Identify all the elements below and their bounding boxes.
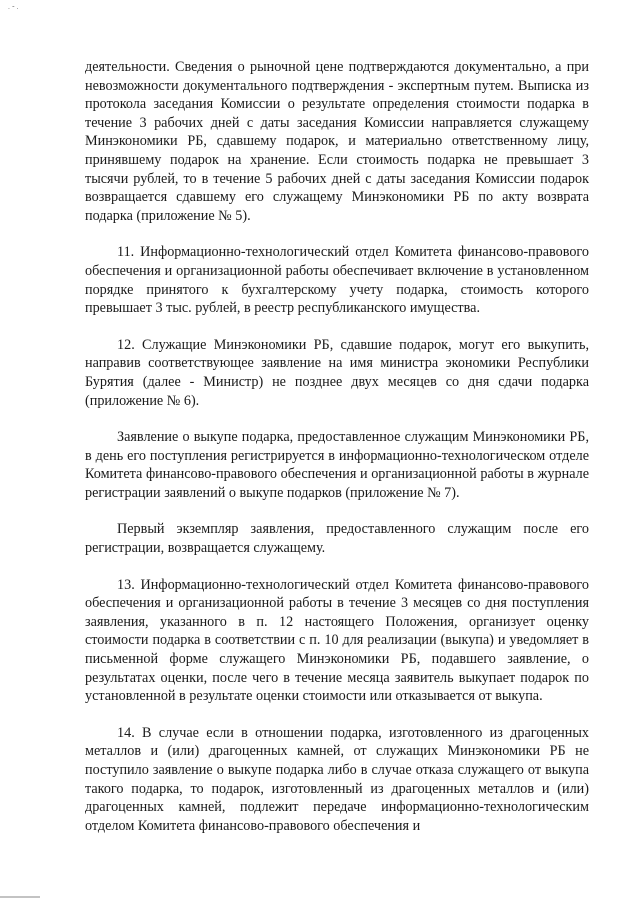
scan-artifact: · ˘ ·	[8, 6, 19, 13]
paragraph-first-copy: Первый экземпляр заявления, предоставленного служащим после его регистрации, возвращается служащему.	[85, 521, 589, 557]
paragraph-continuation: деятельности. Сведения о рыночной цене подтверждаются документально, а при невозможности документального подтверждения - экспертным путем. Выписка из протокола заседания Комиссии о результате определения стоимости подарка в течение 3 рабочих дней с даты заседания Комиссии направляется служащему Минэкономики РБ, сдавшему подарок, и материально ответственному лицу, принявшему подарок на хранение. Если стоимость подарка не превышает 3 тысячи рублей, то в течение 5 рабочих дней с даты заседания Комиссии подарок возвращается сдавшему его служащему Минэкономики РБ по акту возврата подарка (приложение № 5).	[85, 59, 589, 224]
document-body	[85, 58, 589, 853]
paragraph-item-11: 11. Информационно-технологический отдел Комитета финансово-правового обеспечения и организационной работы обеспечивает включение в установленном порядке принятого к бухгалтерскому учету подарка, стоимость которого превышает 3 тыс. рублей, в реестр республиканского имущества.	[85, 244, 589, 317]
paragraph-application: Заявление о выкупе подарка, предоставленное служащим Минэкономики РБ, в день его поступления регистрируется в информационно-технологическом отделе Комитета финансово-правового обеспечения и организационной работы в журнале регистрации заявлений о выкупе подарков (приложение № 7).	[85, 429, 589, 501]
paragraph-item-12: 12. Служащие Минэкономики РБ, сдавшие подарок, могут его выкупить, направив соответствующее заявление на имя министра экономики Республики Бурятия (далее - Министр) не позднее двух месяцев со дня сдачи подарка (приложение № 6).	[85, 336, 589, 409]
paragraph-item-13: 13. Информационно-технологический отдел Комитета финансово-правового обеспечения и организационной работы в течение 3 месяцев со дня поступления заявления, указанного в п. 12 настоящего Положения, организует оценку стоимости подарка в соответствии с п. 10 для реализации (выкупа) и уведомляет в письменной форме служащего Минэкономики РБ, подавшего заявление, о результатах оценки, после чего в течение месяца заявитель выкупает подарок по установленной в результате оценки стоимости или отказывается от выкупа.	[85, 576, 589, 705]
scan-edge-mark	[0, 896, 40, 898]
paragraph-item-14: 14. В случае если в отношении подарка, изготовленного из драгоценных металлов и (или) драгоценных камней, от служащих Минэкономики РБ не поступило заявление о выкупе подарка либо в случае отказа служащего от выкупа такого подарка, то подарок, изготовленный из драгоценных металлов и (или) драгоценных камней, подлежит передаче информационно-технологическим отделом Комитета финансово-правового обеспечения и	[85, 724, 589, 834]
